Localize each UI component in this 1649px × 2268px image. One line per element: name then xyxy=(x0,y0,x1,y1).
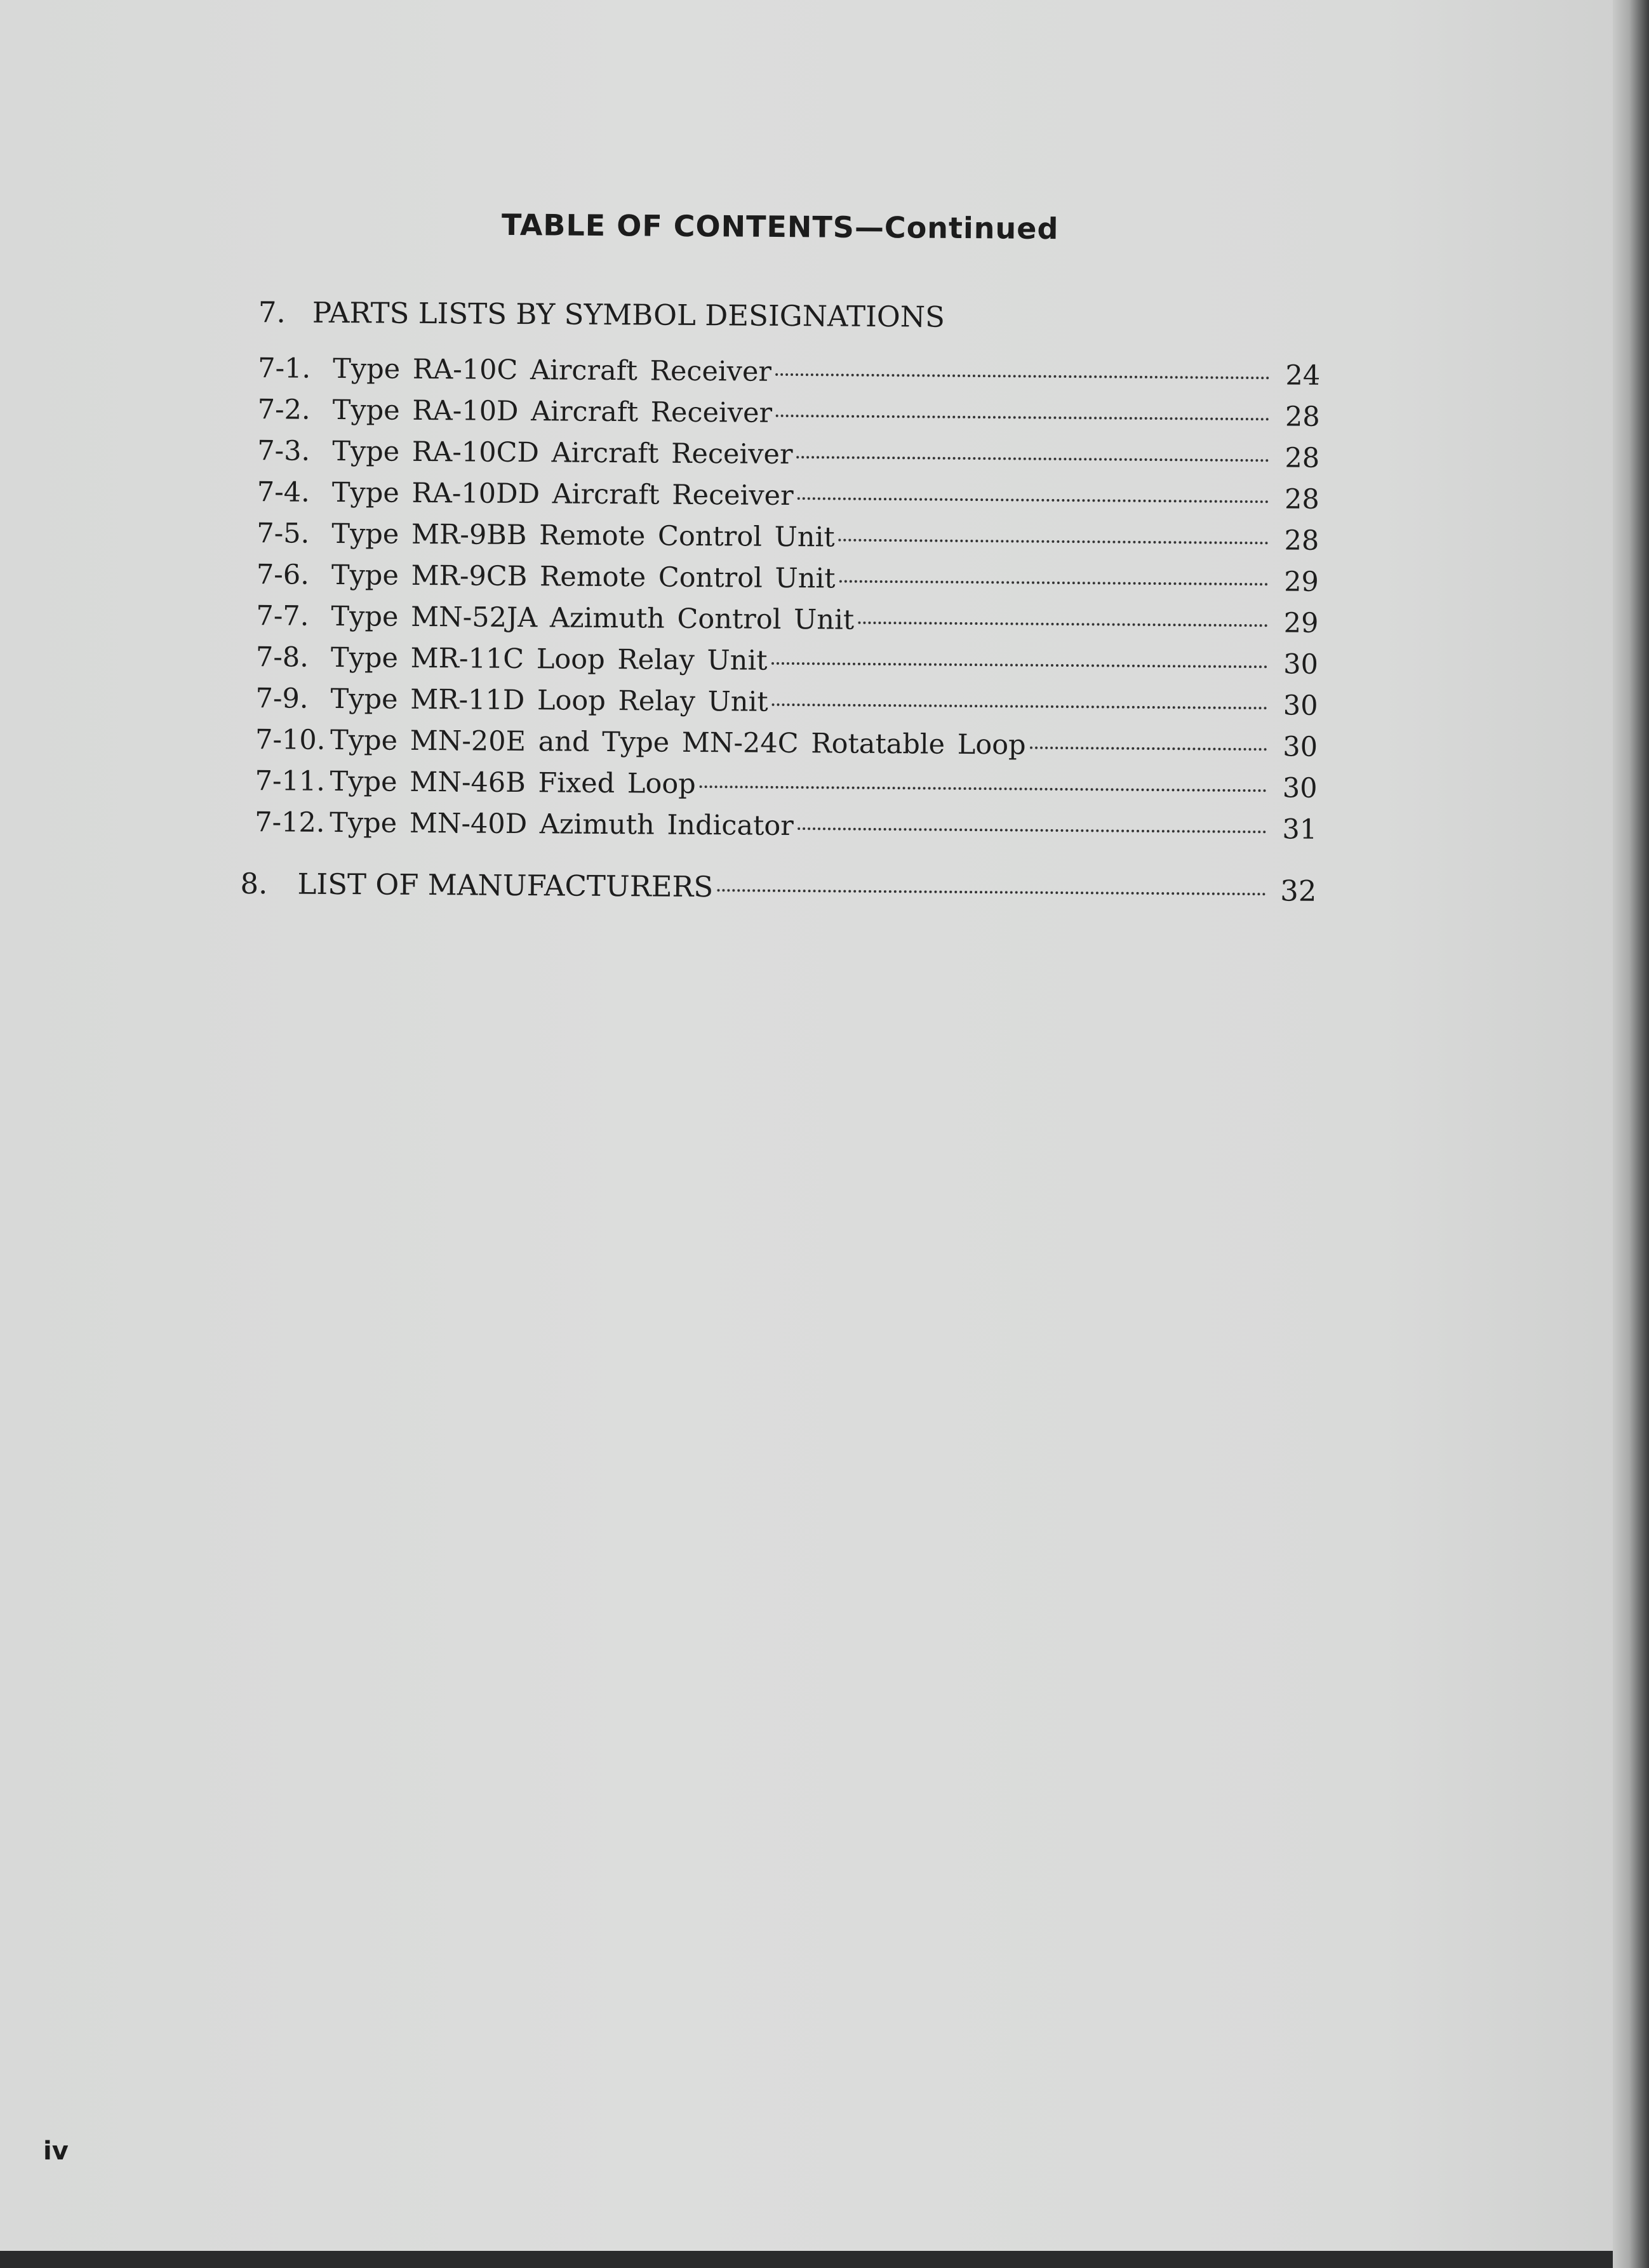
entry-page-number: 28 xyxy=(1285,401,1320,433)
dot-leader xyxy=(839,580,1267,586)
dot-leader xyxy=(771,662,1267,668)
toc-entry xyxy=(242,641,1318,690)
entry-title: Type MN-46B Fixed Loop xyxy=(330,765,696,800)
section-number: 8. xyxy=(240,866,268,901)
entry-page-number: 30 xyxy=(1282,772,1318,804)
entry-number: 7-1. xyxy=(258,352,311,385)
toc-entry xyxy=(243,476,1319,525)
entry-number: 7-11. xyxy=(255,765,326,797)
toc-entry xyxy=(242,600,1318,649)
dot-leader xyxy=(796,456,1269,462)
toc-entry xyxy=(241,683,1318,731)
entry-title: Type RA-10D Aircraft Receiver xyxy=(332,394,773,429)
entry-title: Type RA-10C Aircraft Receiver xyxy=(333,352,772,388)
dot-leader xyxy=(798,827,1266,833)
entry-title: Type MN-20E and Type MN-24C Rotatable Loop xyxy=(330,724,1026,761)
entry-page-number: 30 xyxy=(1283,731,1318,763)
dot-leader xyxy=(839,539,1269,545)
dot-leader xyxy=(717,889,1265,895)
entry-number: 7-6. xyxy=(256,559,310,591)
entry-page-number: 30 xyxy=(1283,690,1318,722)
entry-title: Type MR-11D Loop Relay Unit xyxy=(330,683,768,718)
entry-number: 7-8. xyxy=(255,641,309,674)
entry-page-number: 24 xyxy=(1285,359,1321,392)
entry-page-number: 28 xyxy=(1285,442,1320,474)
entry-page-number: 32 xyxy=(1280,874,1317,908)
entry-number: 7-5. xyxy=(257,517,310,550)
toc-entry xyxy=(243,394,1319,443)
entry-title: Type MN-40D Azimuth Indicator xyxy=(330,806,794,843)
dot-leader xyxy=(700,785,1267,792)
section-7-heading xyxy=(258,295,1321,347)
entry-number: 7-7. xyxy=(256,600,309,632)
entry-title: Type RA-10DD Aircraft Receiver xyxy=(331,476,794,512)
section-number: 7. xyxy=(258,295,286,330)
section-title: PARTS LISTS BY SYMBOL DESIGNATIONS xyxy=(312,295,945,334)
entry-page-number: 29 xyxy=(1283,607,1319,639)
dot-leader xyxy=(772,704,1267,709)
entry-number: 7-3. xyxy=(257,435,310,467)
dot-leader xyxy=(775,373,1269,379)
entry-page-number: 28 xyxy=(1284,524,1319,557)
entry-title: Type RA-10CD Aircraft Receiver xyxy=(332,435,793,471)
folio-page-number: iv xyxy=(43,2137,69,2166)
toc-entry xyxy=(241,724,1318,773)
toc-entry xyxy=(241,806,1317,855)
toc-entry xyxy=(243,559,1319,608)
dot-leader xyxy=(776,415,1269,420)
page-heading: TABLE OF CONTENTS—Continued xyxy=(501,207,1059,246)
dot-leader xyxy=(858,622,1267,627)
entry-page-number: 31 xyxy=(1282,813,1318,846)
table-of-contents xyxy=(240,295,1321,919)
entry-title: Type MN-52JA Azimuth Control Unit xyxy=(331,600,855,636)
dot-leader xyxy=(1030,747,1267,751)
entry-title: Type MR-9BB Remote Control Unit xyxy=(331,517,835,554)
entry-number: 7-4. xyxy=(257,476,310,509)
toc-entry xyxy=(244,352,1320,401)
entry-number: 7-2. xyxy=(257,394,310,426)
entry-number: 7-10. xyxy=(255,724,326,756)
section-8-entry xyxy=(240,867,1316,919)
entry-title: Type MR-11C Loop Relay Unit xyxy=(330,641,768,677)
dot-leader xyxy=(798,497,1269,503)
entry-title: Type MR-9CB Remote Control Unit xyxy=(331,559,836,595)
toc-entry xyxy=(243,517,1319,566)
entry-page-number: 30 xyxy=(1283,648,1319,681)
entry-page-number: 28 xyxy=(1284,483,1319,516)
section-7-entries xyxy=(241,352,1320,855)
toc-entry xyxy=(243,435,1319,484)
page-edge-shadow xyxy=(1613,0,1649,2268)
entry-number: 7-12. xyxy=(255,806,325,839)
entry-number: 7-9. xyxy=(255,683,309,715)
entry-page-number: 29 xyxy=(1283,566,1319,598)
section-title: LIST OF MANUFACTURERS xyxy=(297,867,714,904)
toc-entry xyxy=(241,765,1317,814)
